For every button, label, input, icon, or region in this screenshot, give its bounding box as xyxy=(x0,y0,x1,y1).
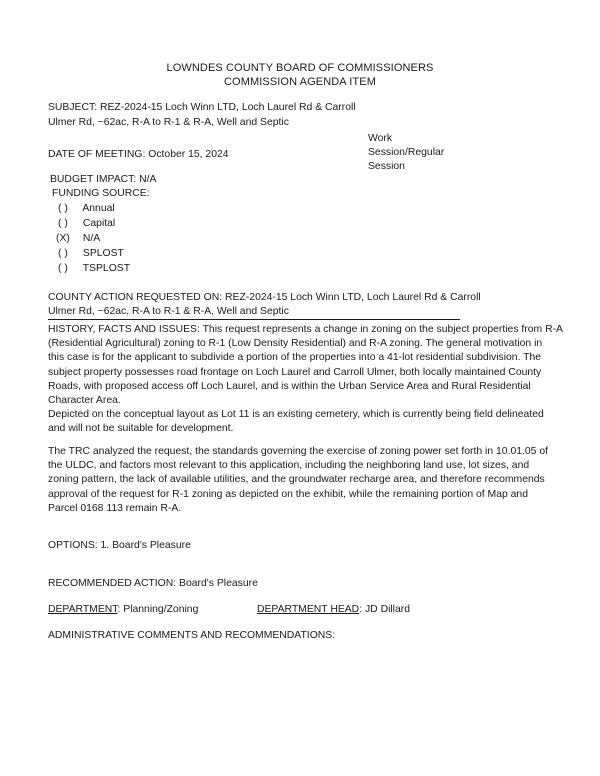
trc-line: Parcel 0168 113 remain R-A. xyxy=(48,502,182,514)
history-line: and will not be suitable for development. xyxy=(48,423,234,435)
trc-line: The TRC analyzed the request, the standards governing the exercise of zoning power set forth in 10.01.05 of xyxy=(48,446,549,457)
department xyxy=(48,602,198,617)
history-line: Roads, with proposed access off Loch Laurel, and is within the Urban Service Area and Rural Residential xyxy=(48,380,531,392)
session-type-line-1: Work xyxy=(368,133,393,144)
funding-source-label: FUNDING SOURCE: xyxy=(52,188,150,199)
session-type-line-2: Session/Regular xyxy=(368,147,445,158)
history-line: this case is for the applicant to subdivide a portion of the properties into a 41-lot residential subdivision. The xyxy=(48,352,542,364)
department-head xyxy=(257,602,410,617)
options: OPTIONS: 1. Board's Pleasure xyxy=(48,540,191,551)
checkbox-mark: ( ) xyxy=(58,248,68,259)
funding-option-label: N/A xyxy=(82,233,101,244)
history-line: Depicted on the conceptual layout as Lot 11 is an existing cemetery, which is currently being field delineated xyxy=(48,409,544,421)
checkbox-mark: ( ) xyxy=(58,218,68,229)
checkbox-mark: ( ) xyxy=(58,263,68,274)
funding-option-na xyxy=(56,231,100,246)
section-divider xyxy=(48,319,460,320)
trc-line: the ULDC, and factors most relevant to this application, including the neighboring land use, lot sizes, and xyxy=(48,460,530,472)
subject-line-2: Ulmer Rd, ~62ac, R-A to R-1 & R-A, Well and Septic xyxy=(48,117,289,128)
trc-analysis xyxy=(48,445,578,516)
history-line: subject property possesses road frontage on Loch Laurel and Carroll Ulmer, both locally maintained County xyxy=(48,366,542,378)
funding-option-annual xyxy=(58,201,115,216)
board-title: LOWNDES COUNTY BOARD OF COMMISSIONERS xyxy=(166,62,434,74)
county-action-line-2: Ulmer Rd, ~62ac, R-A to R-1 & R-A, Well and Septic xyxy=(48,306,289,317)
history-line: HISTORY, FACTS AND ISSUES: This request represents a change in zoning on the subject properties from R-A xyxy=(48,324,563,335)
department-value: : Planning/Zoning xyxy=(117,604,199,615)
agenda-item-title: COMMISSION AGENDA ITEM xyxy=(224,76,376,88)
history-line: Character Area. xyxy=(48,395,121,407)
trc-line: approval of the request for R-1 zoning as depicted on the exhibit, while the remaining portion of Map and xyxy=(48,488,528,500)
budget-impact: BUDGET IMPACT: N/A xyxy=(50,174,157,185)
funding-option-splost xyxy=(58,246,124,261)
session-type-line-3: Session xyxy=(368,161,405,172)
meeting-date: DATE OF MEETING: October 15, 2024 xyxy=(48,149,229,160)
funding-option-label: SPLOST xyxy=(82,248,124,259)
administrative-comments-label: ADMINISTRATIVE COMMENTS AND RECOMMENDATIONS: xyxy=(48,630,336,641)
subject-line-1: SUBJECT: REZ-2024-15 Loch Winn LTD, Loch Laurel Rd & Carroll xyxy=(48,102,356,113)
recommended-action: RECOMMENDED ACTION: Board's Pleasure xyxy=(48,578,258,589)
funding-option-label: Annual xyxy=(82,203,115,214)
checkbox-mark-checked: (X) xyxy=(56,233,70,244)
checkbox-mark: ( ) xyxy=(58,203,68,214)
funding-option-capital xyxy=(58,216,115,231)
funding-option-label: Capital xyxy=(82,218,116,229)
funding-option-label: TSPLOST xyxy=(82,263,131,274)
department-head-value: : JD Dillard xyxy=(359,604,411,615)
county-action-line-1: COUNTY ACTION REQUESTED ON: REZ-2024-15 Loch Winn LTD, Loch Laurel Rd & Carroll xyxy=(48,292,481,303)
history-facts-issues xyxy=(48,323,578,437)
trc-line: zoning pattern, the lack of available utilities, and the groundwater recharge area, and therefore recommends xyxy=(48,474,545,486)
history-line: (Residential Agricultural) zoning to R-1 (Low Density Residential) and R-A zoning. The general motivation in xyxy=(48,338,543,350)
funding-option-tsplost xyxy=(58,261,130,276)
department-label: DEPARTMENT xyxy=(48,604,118,615)
department-head-label: DEPARTMENT HEAD xyxy=(257,604,360,615)
